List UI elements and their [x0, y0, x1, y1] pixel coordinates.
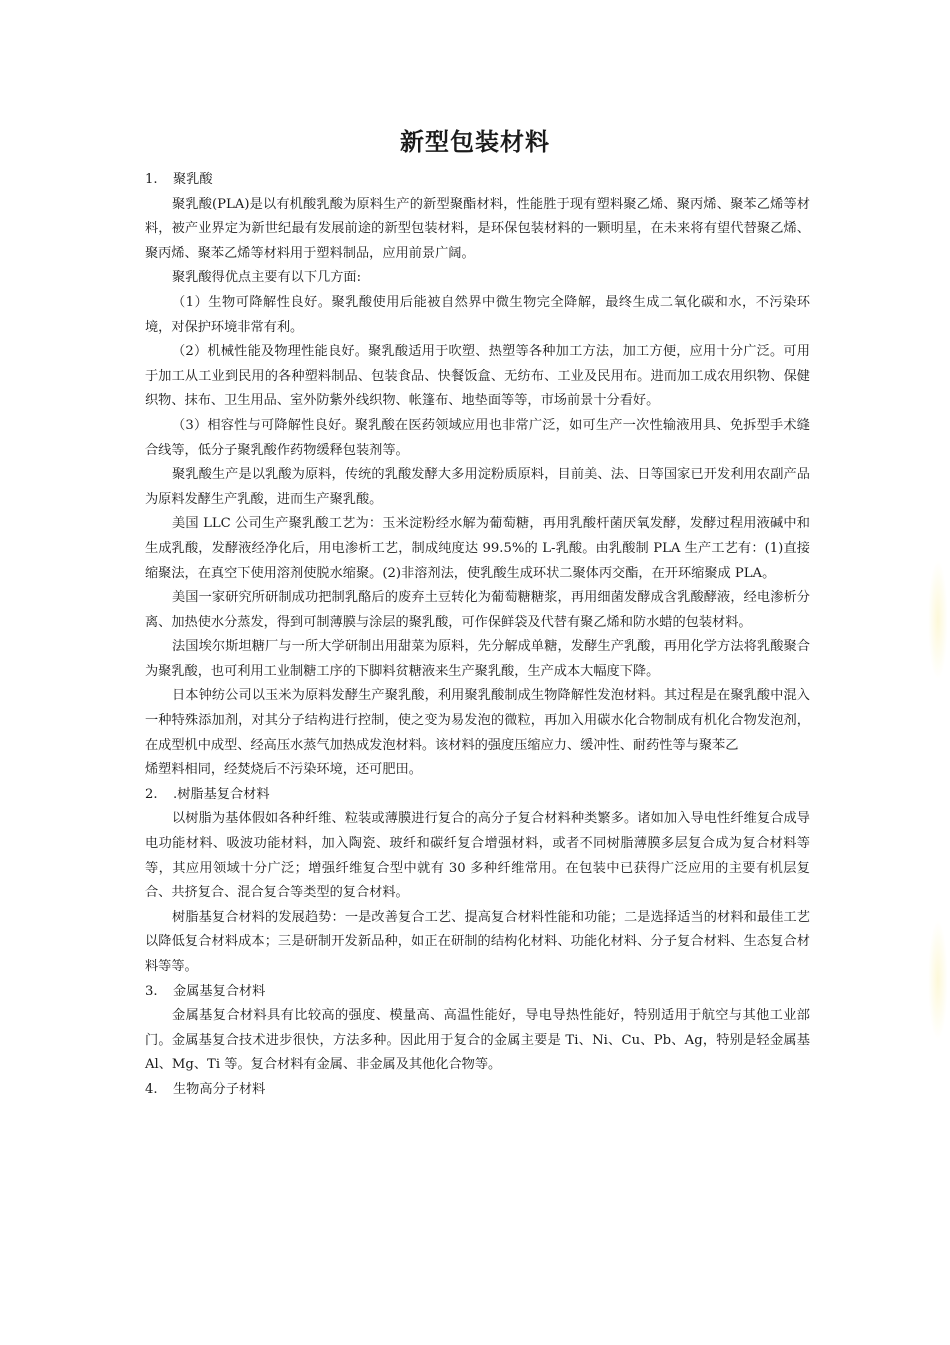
paragraph-continuation: 烯塑料相同，经焚烧后不污染环境，还可肥田。	[145, 762, 422, 778]
paragraph: 聚乳酸生产是以乳酸为原料，传统的乳酸发酵大多用淀粉质原料，目前美、法、日等国家已开发利用农副产品为原料发酵生产乳酸，进而生产聚乳酸。	[145, 467, 810, 507]
paragraph: 美国 LLC 公司生产聚乳酸工艺为：玉米淀粉经水解为葡萄糖，再用乳酸杆菌厌氧发酵，发酵过程用液碱中和生成乳酸，发酵液经净化后，用电渗析工艺，制成纯度达 99.5%的 L-乳酸。由乳酸制 PLA 生产工艺有：(1)直接缩聚法，在真空下使用溶剂使脱水缩聚。(2)非溶剂法，使乳酸生成环状二聚体丙交酯，在开环缩聚成 PLA。	[145, 516, 810, 581]
paragraph: （1）生物可降解性良好。聚乳酸使用后能被自然界中微生物完全降解，最终生成二氧化碳和水，不污染环境，对保护环境非常有利。	[145, 294, 810, 335]
section-heading-1	[145, 168, 810, 193]
section-number: 1.	[145, 172, 158, 187]
section-heading-2	[145, 783, 810, 808]
paragraph: 美国一家研究所研制成功把制乳酪后的废弃土豆转化为葡萄糖糖浆，再用细菌发酵成含乳酸酵液，经电渗析分离、加热使水分蒸发，得到可制薄膜与涂层的聚乳酸，可作保鲜袋及代替有聚乙烯和防水蜡的包装材料。	[145, 590, 810, 630]
paragraph: 法国埃尔斯坦糖厂与一所大学研制出用甜菜为原料，先分解成单糖，发酵生产乳酸，再用化学方法将乳酸聚合为聚乳酸，也可利用工业制糖工序的下脚料贫糖液来生产聚乳酸，生产成本大幅度下降。	[145, 639, 810, 679]
watermark-glow	[928, 920, 948, 1040]
paragraph: 聚乳酸(PLA)是以有机酸乳酸为原料生产的新型聚酯材料，性能胜于现有塑料聚乙烯、聚丙烯、聚苯乙烯等材料，被产业界定为新世纪最有发展前途的新型包装材料，是环保包装材料的一颗明星，在未来将有望代替聚乙烯、聚丙烯、聚苯乙烯等材料用于塑料制品，应用前景广阔。	[145, 196, 810, 261]
section-number: 2.	[145, 786, 158, 802]
section-heading-3	[145, 980, 810, 1005]
section-heading-4	[145, 1078, 810, 1103]
paragraph: （3）相容性与可降解性良好。聚乳酸在医药领域应用也非常广泛，如可生产一次性输液用具、免拆型手术缝合线等，低分子聚乳酸作药物缓释包装剂等。	[145, 417, 810, 458]
watermark-glow	[928, 560, 948, 680]
section-title: 金属基复合材料	[173, 983, 266, 999]
paragraph: 聚乳酸得优点主要有以下几方面:	[172, 270, 362, 286]
paragraph: 金属基复合材料具有比较高的强度、模量高、高温性能好，导电导热性能好，特别适用于航空与其他工业部门。金属基复合技术进步很快，方法多种。因此用于复合的金属主要是 Ti、Ni、Cu、Pb、Ag，特别是轻金属基 Al、Mg、Ti 等。复合材料有金属、非金属及其他化合物等。	[145, 1008, 810, 1073]
section-number: 4.	[145, 1081, 158, 1097]
section-title: 生物高分子材料	[173, 1081, 266, 1097]
paragraph: 日本钟纺公司以玉米为原料发酵生产聚乳酸，利用聚乳酸制成生物降解性发泡材料。其过程是在聚乳酸中混入一种特殊添加剂，对其分子结构进行控制，使之变为易发泡的微粒，再加入用碳水化合物制成有机化合物发泡剂，在成型机中成型、经高压水蒸气加热成发泡材料。该材料的强度压缩应力、缓冲性、耐药性等与聚苯乙	[145, 688, 810, 753]
section-number: 3.	[145, 983, 158, 999]
document-body	[145, 168, 810, 1103]
section-title: 聚乳酸	[173, 172, 213, 187]
section-title: .树脂基复合材料	[173, 786, 270, 802]
paragraph: 以树脂为基体假如各种纤维、粒装或薄膜进行复合的高分子复合材料种类繁多。诸如加入导电性纤维复合成导电功能材料、吸波功能材料，加入陶瓷、玻纤和碳纤复合增强材料，或者不同树脂薄膜多层复合成为复合材料等等，其应用领域十分广泛；增强纤维复合型中就有 30 多种纤维常用。在包装中已获得广泛应用的主要有机层复合、共挤复合、混合复合等类型的复合材料。	[145, 811, 810, 901]
document-title: 新型包装材料	[400, 127, 550, 156]
paragraph: 树脂基复合材料的发展趋势：一是改善复合工艺、提高复合材料性能和功能；二是选择适当的材料和最佳工艺以降低复合材料成本；三是研制开发新品种，如正在研制的结构化材料、功能化材料、分子复合材料、生态复合材料等等。	[145, 909, 810, 974]
paragraph: （2）机械性能及物理性能良好。聚乳酸适用于吹塑、热塑等各种加工方法，加工方便，应用十分广泛。可用于加工从工业到民用的各种塑料制品、包装食品、快餐饭盒、无纺布、工业及民用布。进而加工成农用织物、保健织物、抹布、卫生用品、室外防紫外线织物、帐篷布、地垫面等等，市场前景十分看好。	[145, 344, 810, 409]
